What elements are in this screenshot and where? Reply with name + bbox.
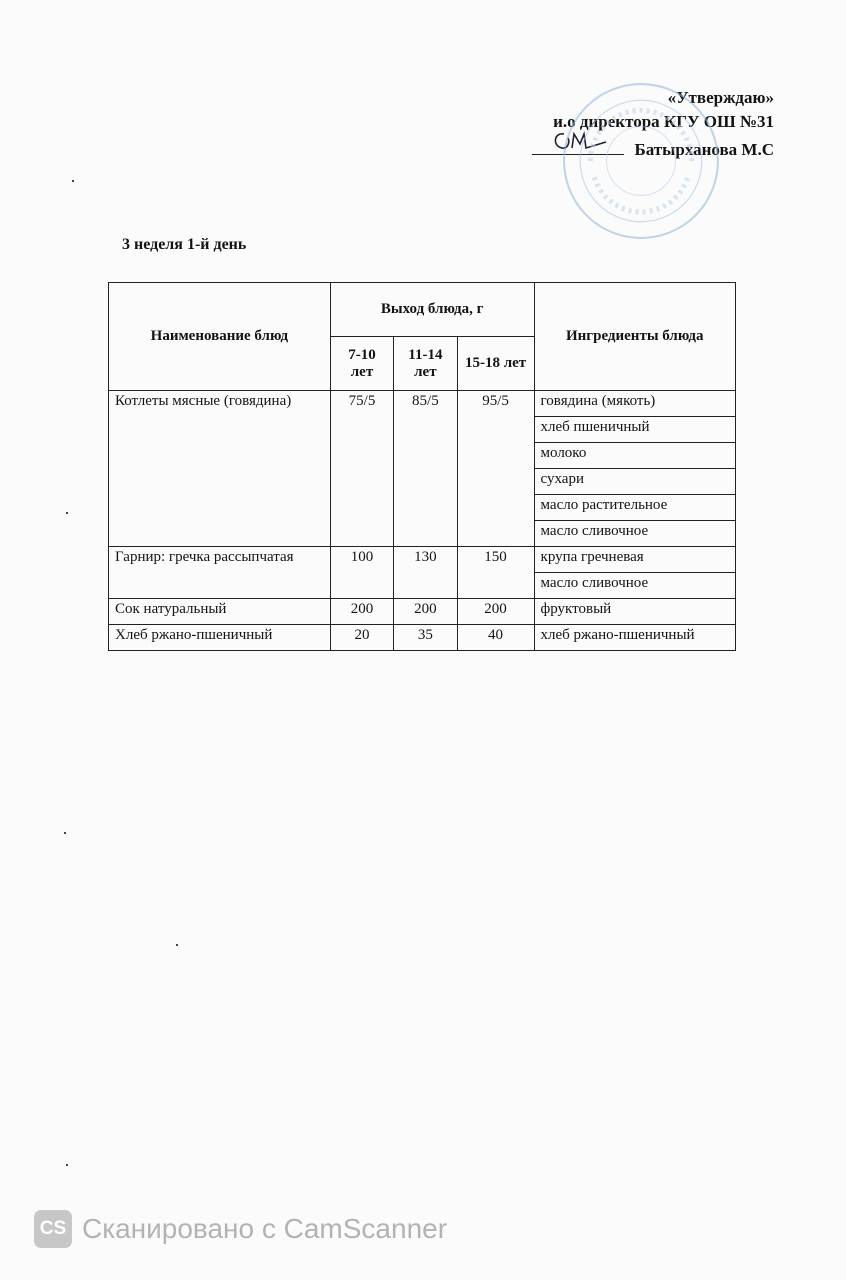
ingredient: фруктовый	[534, 599, 735, 625]
yield-15-18: 150	[457, 547, 534, 599]
week-day-label: 3 неделя 1-й день	[122, 236, 247, 253]
header-ingredients: Ингредиенты блюда	[534, 283, 735, 391]
ingredient: хлеб ржано-пшеничный	[534, 625, 735, 651]
ingredient: молоко	[534, 443, 735, 469]
yield-15-18: 40	[457, 625, 534, 651]
scan-speck	[66, 1164, 68, 1166]
dish-name: Сок натуральный	[109, 599, 331, 625]
header-yield: Выход блюда, г	[330, 283, 534, 337]
table-row	[109, 547, 736, 573]
table-row	[109, 391, 736, 417]
yield-15-18: 200	[457, 599, 534, 625]
dish-name: Котлеты мясные (говядина)	[109, 391, 331, 547]
watermark-text: Сканировано с CamScanner	[82, 1213, 448, 1244]
header-age-15-18: 15-18 лет	[457, 337, 534, 391]
yield-15-18: 95/5	[457, 391, 534, 547]
yield-11-14: 85/5	[394, 391, 457, 547]
yield-7-10: 100	[330, 547, 393, 599]
yield-7-10: 200	[330, 599, 393, 625]
approval-position: и.о директора КГУ ОШ №31	[553, 112, 774, 131]
header-dish-name: Наименование блюд	[109, 283, 331, 391]
table-row	[109, 625, 736, 651]
camscanner-watermark	[34, 1210, 447, 1248]
yield-11-14: 200	[394, 599, 457, 625]
scan-speck	[64, 832, 66, 834]
yield-7-10: 20	[330, 625, 393, 651]
header-age-11-14: 11-14 лет	[394, 337, 457, 391]
ingredient: масло сливочное	[534, 521, 735, 547]
yield-11-14: 35	[394, 625, 457, 651]
table-row	[109, 599, 736, 625]
yield-11-14: 130	[394, 547, 457, 599]
menu-table	[108, 282, 736, 651]
ingredient: сухари	[534, 469, 735, 495]
ingredient: масло сливочное	[534, 573, 735, 599]
header-row	[109, 283, 736, 337]
ingredient: говядина (мякоть)	[534, 391, 735, 417]
ingredient: крупа гречневая	[534, 547, 735, 573]
scan-speck	[176, 944, 178, 946]
yield-7-10: 75/5	[330, 391, 393, 547]
approval-name: Батырханова М.С	[634, 140, 774, 159]
scan-speck	[66, 512, 68, 514]
header-age-7-10: 7-10 лет	[330, 337, 393, 391]
ingredient: хлеб пшеничный	[534, 417, 735, 443]
dish-name: Гарнир: гречка рассыпчатая	[109, 547, 331, 599]
ingredient: масло растительное	[534, 495, 735, 521]
scan-speck	[72, 180, 74, 182]
approval-title: «Утверждаю»	[667, 88, 774, 107]
stamp-icon	[560, 80, 722, 242]
dish-name: Хлеб ржано-пшеничный	[109, 625, 331, 651]
camscanner-logo-icon: CS	[34, 1210, 72, 1248]
